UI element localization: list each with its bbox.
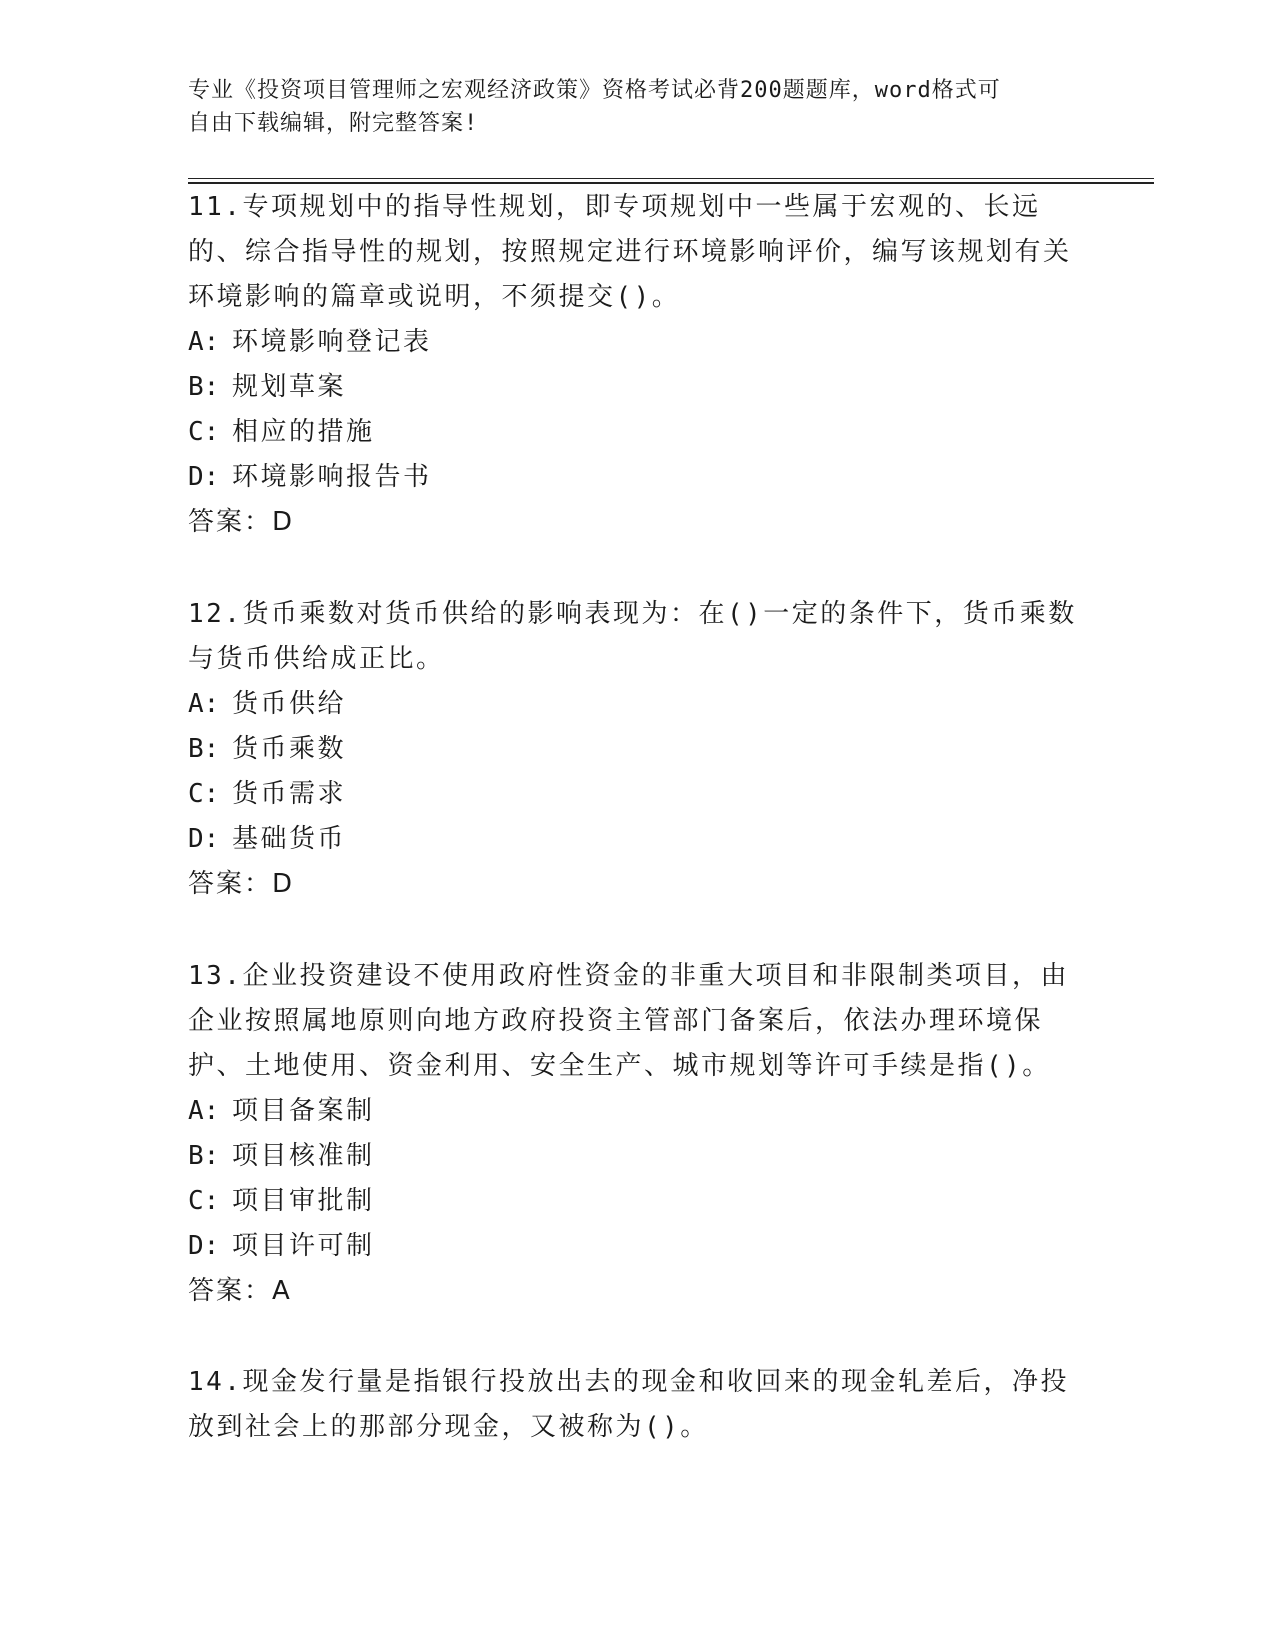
option-key: C: <box>188 417 220 447</box>
question-stem: 11.专项规划中的指导性规划，即专项规划中一些属于宏观的、长远的、综合指导性的规划，按照规定进行环境影响评价，编写该规划有关环境影响的篇章或说明，不须提交()。 <box>188 192 1072 312</box>
option-key: B: <box>188 1141 220 1171</box>
question-11 <box>188 185 1078 545</box>
option-key: D: <box>188 462 220 492</box>
option-text: 环境影响报告书 <box>232 462 432 492</box>
option-b <box>188 727 1078 772</box>
option-text: 货币供给 <box>232 689 347 719</box>
option-c <box>188 410 1078 455</box>
option-c <box>188 1179 1078 1224</box>
option-key: D: <box>188 1231 220 1261</box>
option-a <box>188 320 1078 365</box>
option-text: 相应的措施 <box>232 417 375 447</box>
option-text: 货币乘数 <box>232 734 347 764</box>
question-13 <box>188 954 1078 1314</box>
question-stem: 12.货币乘数对货币供给的影响表现为：在()一定的条件下，货币乘数与货币供给成正比。 <box>188 599 1077 674</box>
option-key: A: <box>188 1096 220 1126</box>
option-key: B: <box>188 734 220 764</box>
question-14 <box>188 1360 1078 1450</box>
option-c <box>188 772 1078 817</box>
header-line-2: 自由下载编辑，附完整答案! <box>188 111 479 136</box>
option-text: 项目备案制 <box>232 1096 375 1126</box>
option-text: 项目许可制 <box>232 1231 375 1261</box>
question-12 <box>188 592 1078 907</box>
option-b <box>188 1134 1078 1179</box>
answer-line: 答案：D <box>188 869 295 899</box>
option-d <box>188 455 1078 500</box>
option-key: B: <box>188 372 220 402</box>
option-text: 规划草案 <box>232 372 347 402</box>
option-key: C: <box>188 779 220 809</box>
option-a <box>188 682 1078 727</box>
option-d <box>188 1224 1078 1269</box>
option-text: 项目审批制 <box>232 1186 375 1216</box>
header-line-1: 专业《投资项目管理师之宏观经济政策》资格考试必背200题题库，word格式可 <box>188 78 1001 103</box>
header-divider-thick <box>188 182 1154 184</box>
answer-line: 答案：A <box>188 1276 292 1306</box>
option-a <box>188 1089 1078 1134</box>
option-text: 货币需求 <box>232 779 347 809</box>
option-text: 项目核准制 <box>232 1141 375 1171</box>
header-divider-thin <box>188 178 1154 179</box>
document-header <box>188 74 1068 140</box>
option-key: D: <box>188 824 220 854</box>
answer-line: 答案：D <box>188 507 295 537</box>
option-d <box>188 817 1078 862</box>
option-text: 基础货币 <box>232 824 347 854</box>
option-text: 环境影响登记表 <box>232 327 432 357</box>
question-stem: 14.现金发行量是指银行投放出去的现金和收回来的现金轧差后，净投放到社会上的那部分现金，又被称为()。 <box>188 1367 1069 1442</box>
option-b <box>188 365 1078 410</box>
option-key: C: <box>188 1186 220 1216</box>
option-key: A: <box>188 327 220 357</box>
option-key: A: <box>188 689 220 719</box>
question-stem: 13.企业投资建设不使用政府性资金的非重大项目和非限制类项目，由企业按照属地原则向地方政府投资主管部门备案后，依法办理环境保护、土地使用、资金利用、安全生产、城市规划等许可手续是指()。 <box>188 961 1069 1081</box>
